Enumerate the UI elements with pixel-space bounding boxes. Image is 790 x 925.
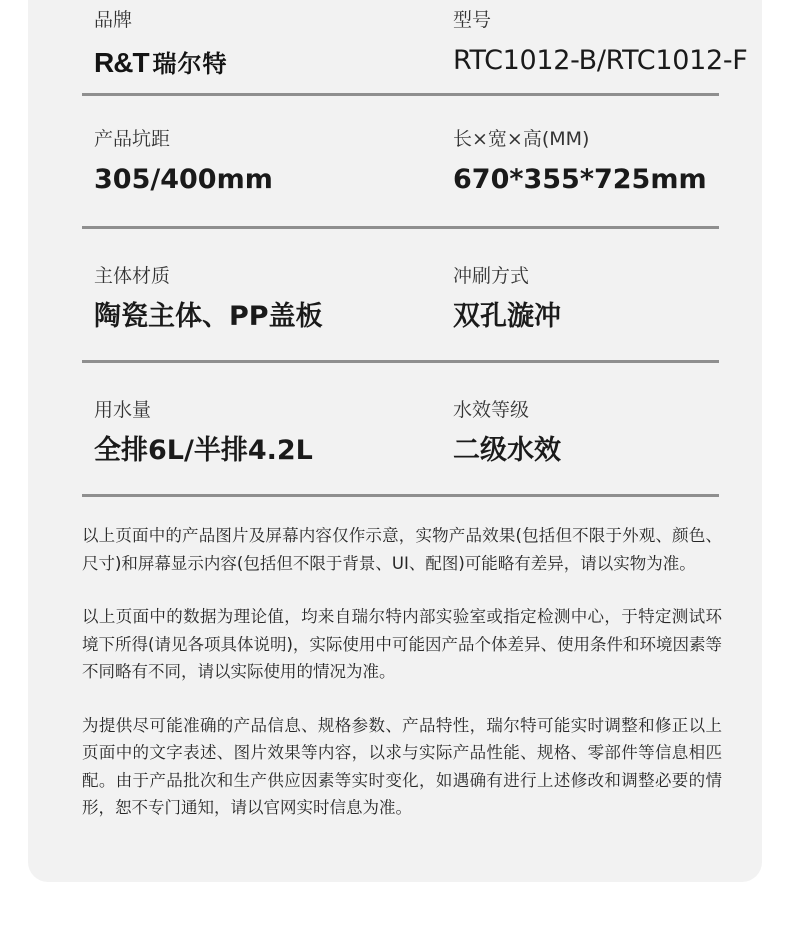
disclaimer-paragraph: 以上页面中的产品图片及屏幕内容仅作示意，实物产品效果(包括但不限于外观、颜色、尺寸)和屏幕显示内容(包括但不限于背景、UI、配图)可能略有差异，请以实物为准。 <box>82 526 722 573</box>
spec-label: 用水量 <box>94 399 152 421</box>
brand-logo <box>94 44 228 79</box>
brand-logo-cn: 瑞尔特 <box>152 50 228 78</box>
spec-label: 品牌 <box>94 9 133 31</box>
spec-flush <box>453 264 561 334</box>
spec-value: 二级水效 <box>453 435 561 466</box>
spec-size <box>453 127 707 197</box>
spec-label: 冲刷方式 <box>453 265 530 287</box>
spec-label: 长×宽×高(MM) <box>453 128 590 150</box>
spec-label: 产品坑距 <box>94 128 171 150</box>
spec-value: 全排6L/半排4.2L <box>94 435 313 466</box>
spec-value: 陶瓷主体、PP盖板 <box>94 301 323 332</box>
spec-label: 水效等级 <box>453 399 530 421</box>
spec-label: 主体材质 <box>94 265 171 287</box>
brand-logo-mark: R&T <box>94 47 149 78</box>
disclaimer <box>82 522 722 848</box>
row-divider <box>82 360 719 363</box>
spec-brand <box>94 8 228 79</box>
row-divider <box>82 226 719 229</box>
spec-rough-in <box>94 127 273 197</box>
spec-value: 双孔漩冲 <box>453 301 561 332</box>
spec-label: 型号 <box>453 9 492 31</box>
disclaimer-paragraph: 为提供尽可能准确的产品信息、规格参数、产品特性，瑞尔特可能实时调整和修正以上页面中的文字表述、图片效果等内容，以求与实际产品性能、规格、零部件等信息相匹配。由于产品批次和生产供应因素等实时变化，如遇确有进行上述修改和调整必要的情形，恕不专门通知，请以官网实时信息为准。 <box>82 715 722 817</box>
spec-value: 670*355*725mm <box>453 164 707 195</box>
row-divider <box>82 93 719 96</box>
spec-value: RTC1012-B/RTC1012-F <box>453 45 748 76</box>
spec-value: 305/400mm <box>94 164 273 195</box>
row-divider <box>82 494 719 497</box>
spec-material <box>94 264 323 334</box>
spec-model <box>453 8 748 78</box>
disclaimer-paragraph: 以上页面中的数据为理论值，均来自瑞尔特内部实验室或指定检测中心，于特定测试环境下所得(请见各项具体说明)，实际使用中可能因产品个体差异、使用条件和环境因素等不同略有不同，请以实际使用的情况为准。 <box>82 607 722 681</box>
spec-water-usage <box>94 398 313 468</box>
spec-water-efficiency <box>453 398 561 468</box>
